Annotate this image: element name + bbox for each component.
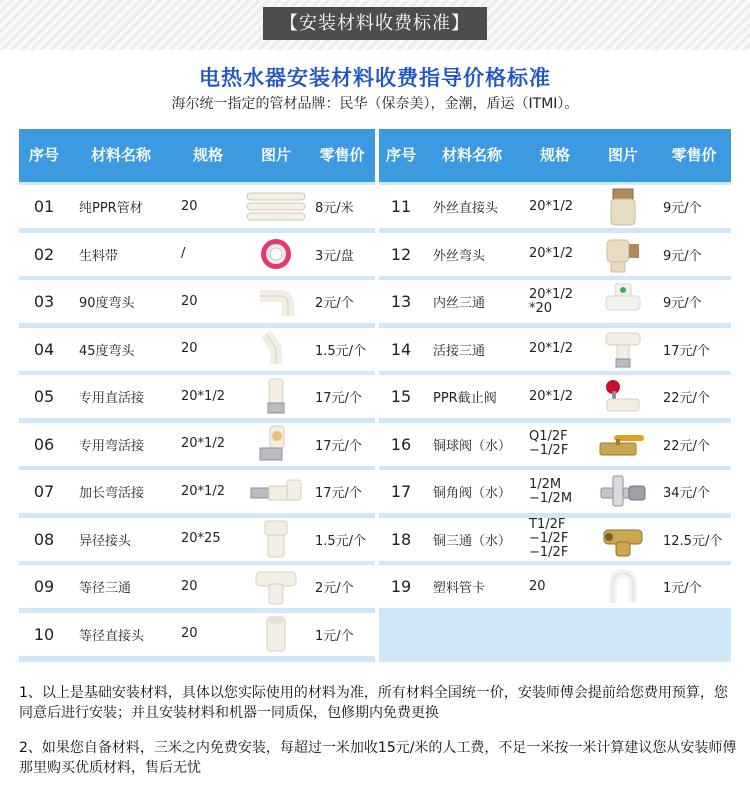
header-price: 零售价: [319, 146, 365, 164]
cell-price: 17元/个: [315, 391, 362, 406]
cell-spec: Q1/2F −1/2F: [529, 429, 569, 458]
cell-no: 09: [33, 577, 55, 596]
elbow-union-icon: [243, 423, 309, 466]
cell-price: 34元/个: [663, 486, 710, 501]
cell-no: 07: [33, 482, 55, 501]
cell-spec: 20*1/2: [181, 483, 225, 499]
elbow-90-icon: [243, 280, 309, 323]
cell-name: 外丝直接头: [433, 201, 499, 216]
cell-name: 专用直活接: [79, 391, 145, 406]
cell-price: 1元/个: [663, 581, 702, 596]
note-2: 2、如果您自备材料，三米之内免费安装，每超过一米加收15元/米的人工费，不足一米按一米计算建议您从安装师傅那里购买优质材料，售后无忧: [19, 740, 737, 776]
cell-price: 3元/盘: [315, 248, 354, 264]
cell-no: 08: [33, 529, 55, 549]
tape-roll-icon: [243, 233, 309, 276]
header-no: 序号: [385, 146, 416, 164]
table-row: [379, 470, 731, 513]
notes: [19, 683, 739, 793]
cell-name: 外丝弯头: [433, 248, 486, 264]
table-row: [19, 518, 375, 561]
cell-name: 塑料管卡: [433, 581, 486, 596]
header-spec: 规格: [539, 146, 570, 164]
header-name: 材料名称: [441, 146, 502, 164]
cell-price: 17元/个: [663, 343, 710, 359]
cell-spec: 20: [181, 198, 198, 214]
reducer-icon: [243, 518, 309, 561]
cell-price: 9元/个: [663, 296, 702, 311]
tee-icon: [243, 565, 309, 608]
cell-no: 10: [33, 624, 55, 644]
cell-price: 17元/个: [315, 486, 362, 501]
cell-no: 17: [390, 482, 412, 501]
cell-price: 17元/个: [315, 438, 362, 454]
cell-spec: 20: [529, 578, 546, 594]
cell-name: 内丝三通: [433, 296, 486, 311]
cell-no: 03: [33, 292, 55, 311]
table-row: [379, 375, 731, 418]
cell-name: 45度弯头: [79, 343, 135, 359]
header-pic: 图片: [260, 146, 291, 164]
header-spec: 规格: [192, 146, 223, 164]
table-row: [379, 423, 731, 466]
table-row: [19, 470, 375, 513]
cell-no: 16: [390, 434, 412, 454]
cell-name: 活接三通: [433, 343, 486, 359]
cell-no: 04: [33, 339, 55, 359]
union-tee-icon: [589, 328, 657, 371]
cell-name: 生料带: [79, 248, 119, 264]
female-thread-tee-icon: [589, 280, 657, 323]
cell-spec: 20*25: [181, 531, 221, 546]
cell-no: 12: [390, 244, 412, 264]
table-row: [19, 565, 375, 608]
table-row: [19, 233, 375, 276]
cell-name: 铜三通（水）: [433, 533, 512, 549]
cell-price: 12.5元/个: [663, 533, 723, 549]
stop-valve-icon: [589, 375, 657, 418]
cell-spec: T1/2F −1/2F −1/2F: [529, 517, 569, 560]
cell-name: 等径三通: [79, 581, 132, 596]
cell-spec: 20*1/2: [529, 341, 573, 356]
cell-name: 等径直接头: [79, 628, 145, 644]
page-title: 电热水器安装材料收费指导价格标准: [199, 66, 551, 90]
cell-price: 1元/个: [315, 628, 354, 644]
cell-name: PPR截止阀: [433, 391, 497, 406]
coupling-icon: [243, 613, 309, 656]
table-row: [379, 565, 731, 608]
cell-no: 19: [390, 577, 412, 596]
table-row: [379, 185, 731, 228]
price-table-left: [19, 129, 375, 662]
angle-valve-icon: [589, 470, 657, 513]
male-thread-coupling-icon: [589, 185, 657, 228]
cell-no: 02: [33, 244, 55, 264]
header-pic: 图片: [607, 146, 638, 164]
cell-no: 14: [390, 339, 412, 359]
cell-price: 1.5元/个: [315, 343, 367, 359]
brand-subtitle: 海尔统一指定的管材品牌：民华（保奈美），金潮，盾运（ITMI）。: [171, 96, 579, 112]
cell-no: 18: [390, 529, 412, 549]
table-row: [19, 613, 375, 656]
cell-no: 13: [390, 292, 412, 311]
table-row: [19, 423, 375, 466]
cell-spec: 20: [181, 293, 198, 309]
cell-name: 铜角阀（水）: [433, 486, 512, 501]
cell-price: 8元/米: [315, 201, 354, 216]
cell-price: 2元/个: [315, 296, 354, 311]
cell-spec: /: [181, 246, 186, 261]
cell-price: 1.5元/个: [315, 533, 367, 549]
cell-no: 01: [33, 197, 55, 216]
table-header: [19, 129, 375, 182]
top-banner: [0, 0, 750, 50]
cell-name: 专用弯活接: [79, 438, 145, 454]
cell-spec: 20*1/2: [181, 388, 225, 404]
table-row: [19, 280, 375, 323]
cell-price: 22元/个: [663, 438, 710, 454]
header-name: 材料名称: [90, 146, 151, 164]
cell-no: 06: [33, 434, 55, 454]
note-1: 1、以上是基础安装材料，具体以您实际使用的材料为准，所有材料全国统一价，安装师傅会提前给您费用预算，您同意后进行安装；并且安装材料和机器一同质保，包修期内免费更换: [19, 685, 728, 721]
cell-spec: 20*1/2: [529, 198, 573, 214]
table-row: [19, 328, 375, 371]
cell-spec: 20: [181, 341, 198, 356]
cell-no: 11: [390, 197, 412, 216]
cell-spec: 20*1/2: [529, 388, 573, 404]
cell-name: 异径接头: [79, 533, 132, 549]
straight-union-icon: [243, 375, 309, 418]
table-row: [379, 518, 731, 561]
cell-spec: 1/2M −1/2M: [529, 476, 573, 506]
cell-price: 22元/个: [663, 391, 710, 406]
table-row: [379, 328, 731, 371]
ball-valve-icon: [589, 423, 657, 466]
cell-spec: 20*1/2 *20: [529, 286, 573, 316]
cell-no: 05: [33, 387, 55, 406]
brass-tee-icon: [589, 518, 657, 561]
cell-price: 2元/个: [315, 581, 354, 596]
cell-spec: 20*1/2: [181, 436, 225, 451]
cell-no: 15: [390, 387, 412, 406]
cell-spec: 20*1/2: [529, 246, 573, 261]
cell-name: 加长弯活接: [79, 486, 145, 501]
table-row: [379, 233, 731, 276]
section-tag: 【安装材料收费标准】: [263, 7, 487, 40]
table-row: [379, 280, 731, 323]
table-header: [379, 129, 731, 182]
pipe-clip-icon: [589, 565, 657, 608]
elbow-45-icon: [243, 328, 309, 371]
cell-spec: 20: [181, 578, 198, 594]
cell-name: 90度弯头: [79, 296, 135, 311]
table-row: [19, 185, 375, 228]
cell-name: 纯PPR管材: [79, 201, 143, 216]
header-price: 零售价: [671, 146, 717, 164]
price-table-right: [379, 129, 731, 662]
cell-spec: 20: [181, 626, 198, 641]
cell-price: 9元/个: [663, 201, 702, 216]
cell-name: 铜球阀（水）: [433, 438, 512, 454]
header-no: 序号: [28, 146, 59, 164]
pipe-icon: [243, 185, 309, 228]
male-thread-elbow-icon: [589, 233, 657, 276]
long-elbow-union-icon: [243, 470, 309, 513]
table-row: [19, 375, 375, 418]
cell-price: 9元/个: [663, 248, 702, 264]
